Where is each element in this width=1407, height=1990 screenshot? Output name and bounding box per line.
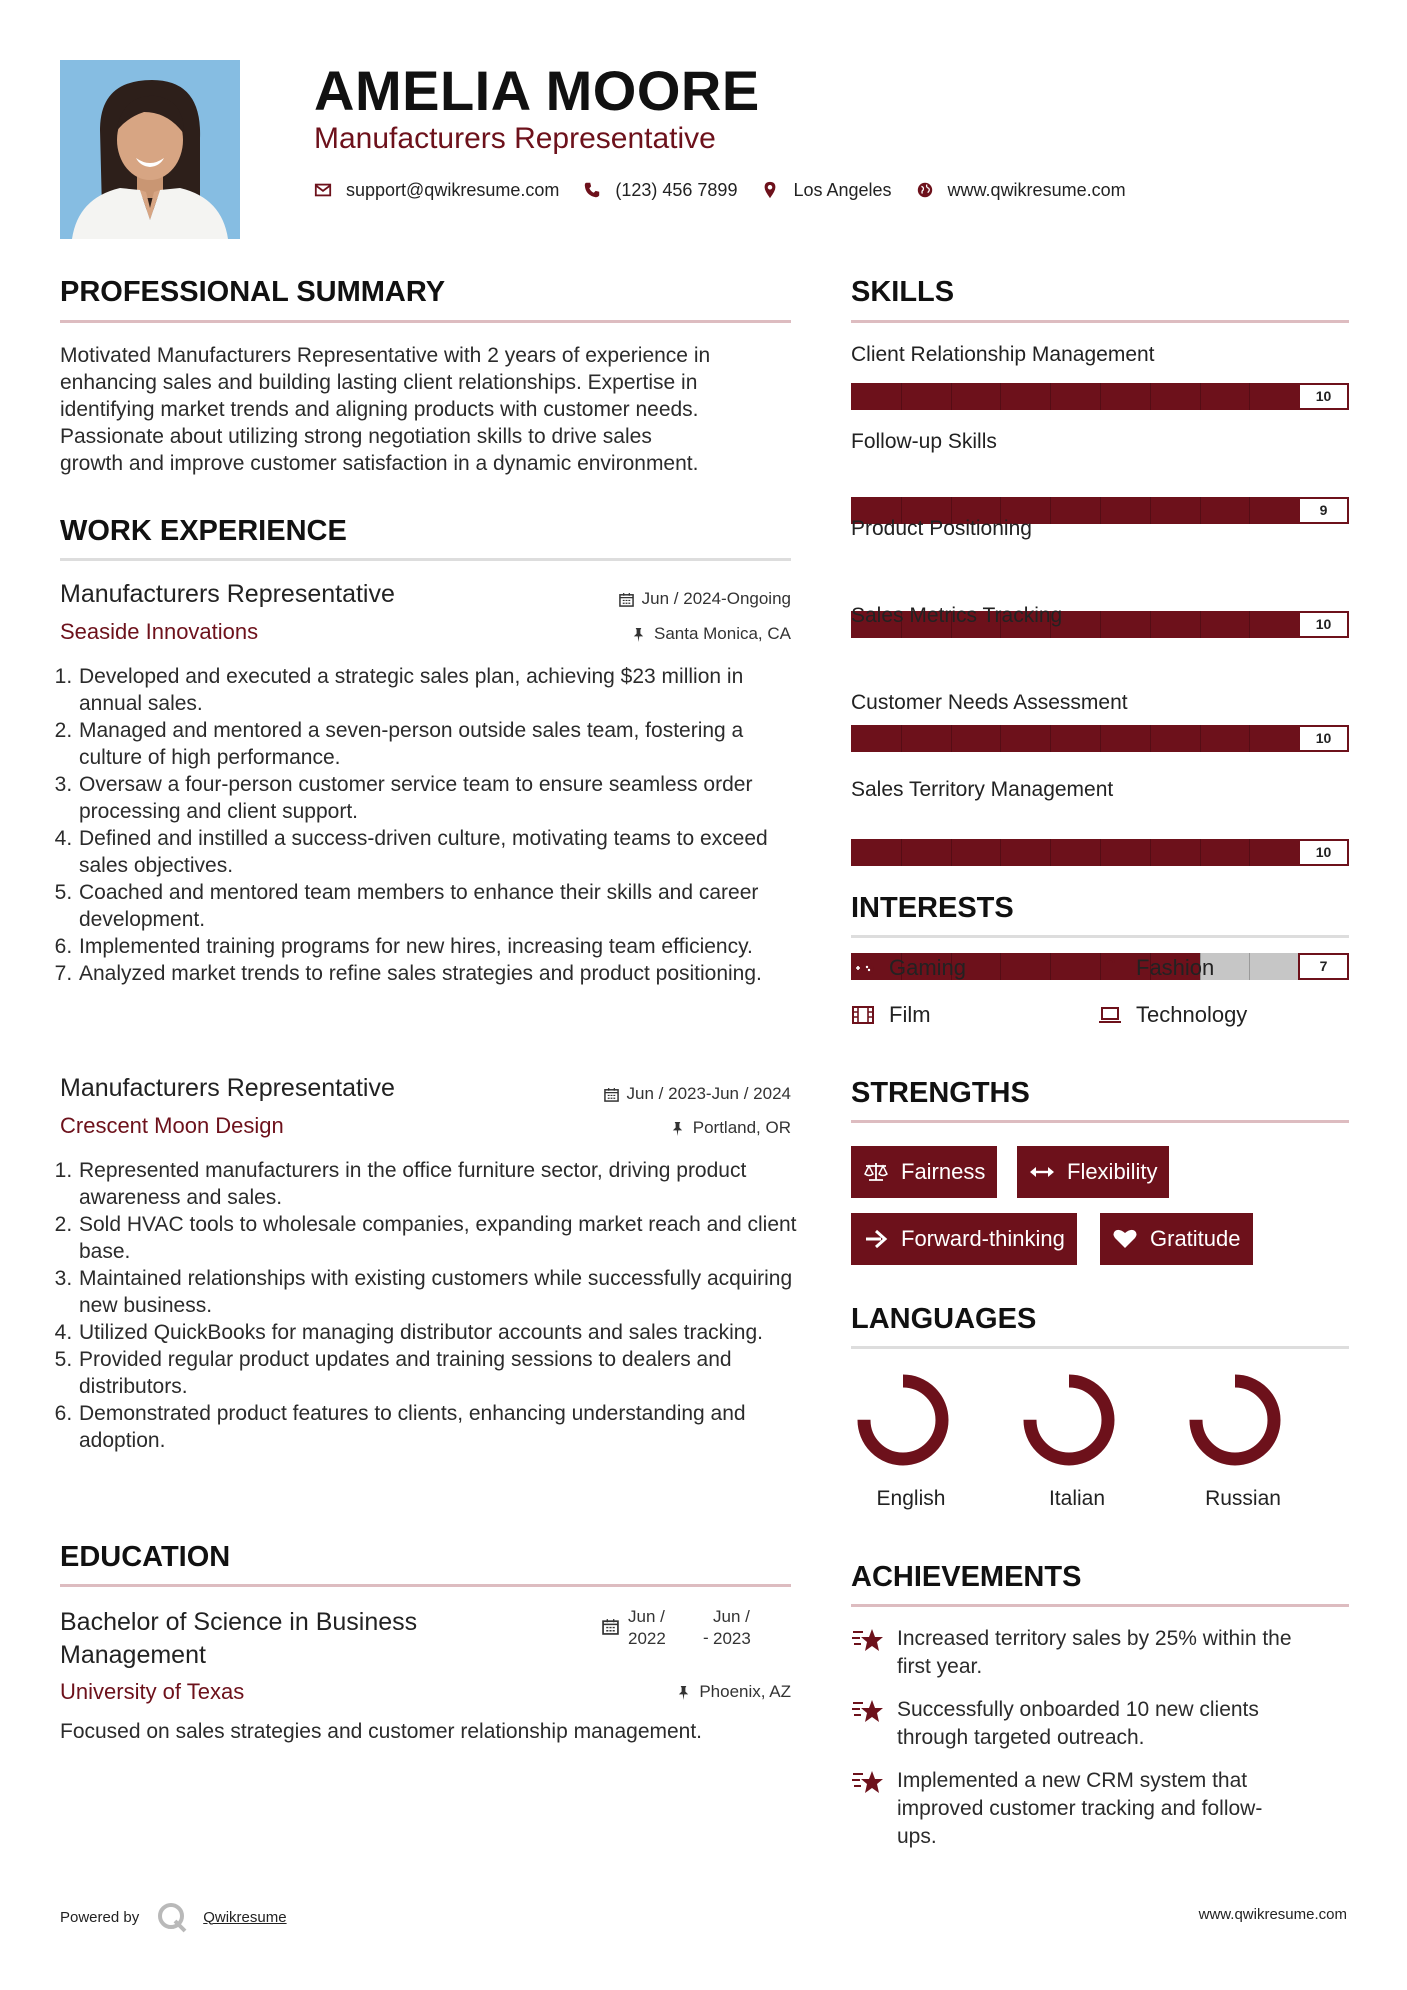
- achievement-line: Implemented a new CRM system that: [897, 1769, 1248, 1792]
- language-label: Italian: [1048, 1487, 1106, 1510]
- strength-label: Forward-thinking: [901, 1226, 1065, 1251]
- skill-bar-segment-divider: [1200, 497, 1201, 524]
- job-date-text: Jun / 2024-Ongoing: [641, 589, 791, 608]
- list-item: 1. Represented manufacturers in the office furniture sector, driving product awareness and sales.: [78, 1157, 808, 1211]
- skill-bar-segment-divider: [1100, 383, 1101, 410]
- interest-item: [851, 955, 966, 981]
- contact-email-text: support@qwikresume.com: [346, 179, 560, 200]
- contact-location: [761, 180, 891, 201]
- achievements-heading: ACHIEVEMENTS: [851, 1561, 1082, 1593]
- interest-label: Gaming: [889, 955, 967, 980]
- gamepad-icon: [851, 958, 875, 978]
- skill-bar-segment-divider: [901, 725, 902, 752]
- achievement-line: through targeted outreach.: [897, 1726, 1145, 1749]
- pushpin-icon: [631, 627, 646, 642]
- skill-bar-segment-divider: [901, 839, 902, 866]
- skill-bar-segment-divider: [1200, 725, 1201, 752]
- edu-end-date: [713, 1606, 751, 1650]
- arrow-right-icon: [863, 1228, 889, 1250]
- skill-bar-segment-divider: [1150, 497, 1151, 524]
- job-location: [670, 1118, 791, 1138]
- contact-website[interactable]: [916, 180, 1126, 201]
- language-ring: [1019, 1370, 1119, 1470]
- education-heading: EDUCATION: [60, 1541, 231, 1573]
- skill-score-badge: 9: [1298, 497, 1349, 524]
- calendar-icon: [619, 592, 634, 607]
- skill-score-badge: 10: [1298, 611, 1349, 638]
- map-marker-icon: [761, 181, 779, 199]
- skill-bar-segment-divider: [1100, 497, 1101, 524]
- skill-bar: [851, 725, 1349, 752]
- arrows-horizontal-icon: [1029, 1161, 1055, 1183]
- edu-end-month: Jun /: [713, 1607, 750, 1626]
- footer-powered-by: [60, 1900, 287, 1934]
- candidate-role: Manufacturers Representative: [314, 122, 716, 155]
- experience-heading: WORK EXPERIENCE: [60, 515, 347, 547]
- skill-score-badge: 10: [1298, 383, 1349, 410]
- skill-bar-segment-divider: [1249, 725, 1250, 752]
- skill-bar-segment-divider: [1150, 611, 1151, 638]
- calendar-icon: [602, 1618, 619, 1635]
- strength-label: Gratitude: [1150, 1226, 1241, 1251]
- pushpin-icon: [670, 1121, 685, 1136]
- job-location-text: Portland, OR: [692, 1118, 791, 1137]
- skill-label: Product Positioning: [851, 517, 1032, 540]
- school-location: [676, 1682, 791, 1702]
- candidate-name: AMELIA MOORE: [314, 59, 760, 122]
- skill-score-badge: 10: [1298, 839, 1349, 866]
- language-ring: [1185, 1370, 1285, 1470]
- skill-bar-segment-divider: [1150, 383, 1151, 410]
- interest-item: [851, 1002, 931, 1028]
- calendar-icon: [604, 1087, 619, 1102]
- edu-start-year: 2022: [628, 1629, 666, 1648]
- achievements-rule: [851, 1604, 1349, 1607]
- achievement-item: [851, 1696, 1351, 1752]
- edu-end-year: 2023: [713, 1629, 751, 1648]
- summary-line: growth and improve customer satisfaction in a dynamic environment.: [60, 452, 699, 475]
- list-item: 6. Demonstrated product features to clients, enhancing understanding and adoption.: [78, 1400, 808, 1454]
- job-title: Manufacturers Representative: [60, 580, 395, 608]
- achievement-item: [851, 1625, 1351, 1681]
- list-item: 2. Sold HVAC tools to wholesale companies, expanding market reach and client base.: [78, 1211, 808, 1265]
- strengths-heading: STRENGTHS: [851, 1077, 1030, 1109]
- achievement-line: Successfully onboarded 10 new clients: [897, 1698, 1259, 1721]
- profile-photo: [60, 60, 240, 239]
- strength-chip: [851, 1146, 997, 1198]
- skill-bar-segment-divider: [1150, 839, 1151, 866]
- interest-label: Technology: [1136, 1002, 1248, 1027]
- skill-bar-segment-divider: [1150, 725, 1151, 752]
- skill-bar-segment-divider: [951, 725, 952, 752]
- language-ring: [853, 1370, 953, 1470]
- degree-line: Management: [60, 1641, 206, 1669]
- interests-heading: INTERESTS: [851, 892, 1014, 924]
- achievement-text: [897, 1767, 1262, 1851]
- list-item: 5. Coached and mentored team members to enhance their skills and career development.: [78, 879, 798, 933]
- achievement-line: Increased territory sales by 25% within the: [897, 1627, 1292, 1650]
- list-item: 4. Utilized QuickBooks for managing distributor accounts and sales tracking.: [78, 1319, 808, 1346]
- contact-bar: [314, 177, 1150, 203]
- achievement-text: [897, 1696, 1259, 1752]
- job-date: [604, 1084, 791, 1104]
- job-location: [631, 624, 791, 644]
- heart-icon: [1112, 1228, 1138, 1250]
- skill-bar-segment-divider: [901, 383, 902, 410]
- achievement-line: improved customer tracking and follow-: [897, 1797, 1263, 1820]
- education-rule: [60, 1584, 791, 1587]
- interest-label: Fashion: [1136, 955, 1215, 980]
- skill-bar: [851, 383, 1349, 410]
- skill-bar-segment-divider: [951, 383, 952, 410]
- list-item: 6. Implemented training programs for new hires, increasing team efficiency.: [78, 933, 798, 960]
- summary-line: enhancing sales and building lasting client relationships. Expertise in: [60, 371, 698, 394]
- skill-bar-segment-divider: [1100, 839, 1101, 866]
- edu-date-dash: -: [703, 1628, 709, 1647]
- list-item: 2. Managed and mentored a seven-person outside sales team, fostering a culture of high performance.: [78, 717, 798, 771]
- contact-email[interactable]: [314, 180, 559, 201]
- school-name: University of Texas: [60, 1679, 245, 1704]
- achievement-line: first year.: [897, 1655, 983, 1678]
- achievement-text: [897, 1625, 1292, 1681]
- shopping-bag-icon: [1098, 958, 1122, 978]
- summary-heading: PROFESSIONAL SUMMARY: [60, 276, 446, 308]
- school-location-text: Phoenix, AZ: [699, 1682, 791, 1701]
- strength-label: Fairness: [901, 1159, 986, 1184]
- skill-bar-segment-divider: [1000, 383, 1001, 410]
- language-label: Russian: [1205, 1487, 1281, 1510]
- job-company: Seaside Innovations: [60, 619, 259, 644]
- skill-label: Sales Territory Management: [851, 778, 1114, 801]
- achievement-line: ups.: [897, 1825, 937, 1848]
- edu-start-month: Jun /: [628, 1607, 665, 1626]
- contact-phone[interactable]: [583, 180, 737, 201]
- languages-heading: LANGUAGES: [851, 1303, 1037, 1335]
- edu-start-date: [628, 1606, 666, 1650]
- job-date: [619, 589, 791, 609]
- list-item: 5. Provided regular product updates and training sessions to dealers and distributors.: [78, 1346, 808, 1400]
- list-item: 7. Analyzed market trends to refine sales strategies and product positioning.: [78, 960, 798, 987]
- degree-line: Bachelor of Science in Business: [60, 1608, 418, 1636]
- contact-phone-text: (123) 456 7899: [615, 179, 738, 200]
- skill-bar-segment-divider: [1000, 953, 1001, 980]
- summary-line: Motivated Manufacturers Representative with 2 years of experience in: [60, 344, 711, 367]
- list-item: 1. Developed and executed a strategic sales plan, achieving $23 million in annual sales.: [78, 663, 798, 717]
- skill-bar-segment-divider: [1249, 383, 1250, 410]
- job-company: Crescent Moon Design: [60, 1113, 284, 1138]
- avatar: [60, 60, 240, 239]
- pushpin-icon: [676, 1685, 691, 1700]
- language-label: English: [876, 1487, 946, 1510]
- skill-bar-segment-divider: [1200, 383, 1201, 410]
- skill-bar-segment-divider: [1050, 725, 1051, 752]
- strength-chip: [851, 1213, 1077, 1265]
- qwikresume-link[interactable]: Qwikresume: [203, 1908, 287, 1926]
- skill-score-badge: 7: [1298, 953, 1349, 980]
- summary-text: [60, 342, 800, 477]
- interests-rule: [851, 935, 1349, 938]
- interest-label: Film: [889, 1002, 931, 1027]
- skill-label: Follow-up Skills: [851, 430, 997, 453]
- list-item: 3. Maintained relationships with existing customers while successfully acquiring new business.: [78, 1265, 808, 1319]
- globe-icon: [916, 181, 934, 199]
- summary-line: Passionate about utilizing strong negotiation skills to drive sales: [60, 425, 652, 448]
- strength-label: Flexibility: [1067, 1159, 1158, 1184]
- education-description: Focused on sales strategies and customer relationship management.: [60, 1720, 703, 1743]
- skill-label: Client Relationship Management: [851, 343, 1155, 366]
- skill-bar-segment-divider: [1100, 725, 1101, 752]
- skill-bar-segment-divider: [1050, 953, 1051, 980]
- degree-title: [60, 1606, 417, 1672]
- skill-bar-segment-divider: [1000, 725, 1001, 752]
- skill-bar-segment-divider: [1249, 839, 1250, 866]
- interest-item: [1098, 955, 1214, 981]
- achievement-item: [851, 1767, 1351, 1851]
- skill-bar-segment-divider: [1200, 839, 1201, 866]
- skills-rule: [851, 320, 1349, 323]
- skill-label: Customer Needs Assessment: [851, 691, 1128, 714]
- skill-bar-segment-divider: [1249, 953, 1250, 980]
- skill-bar-segment-divider: [1050, 383, 1051, 410]
- interest-item: [1098, 1002, 1247, 1028]
- skill-bar-segment-divider: [1100, 611, 1101, 638]
- strength-chip: [1100, 1213, 1253, 1265]
- skill-bar: [851, 839, 1349, 866]
- skill-bar-segment-divider: [1249, 611, 1250, 638]
- phone-icon: [583, 181, 601, 199]
- summary-line: identifying market trends and aligning products with customer needs.: [60, 398, 699, 421]
- contact-location-text: Los Angeles: [793, 179, 892, 200]
- languages-rule: [851, 1346, 1349, 1349]
- job-duties: [60, 1157, 808, 1454]
- list-item: 3. Oversaw a four-person customer service team to ensure seamless order processing and client support.: [78, 771, 798, 825]
- shooting-star-icon: [851, 1768, 885, 1796]
- film-icon: [851, 1005, 875, 1025]
- skill-label: Sales Metrics Tracking: [851, 604, 1063, 627]
- qwikresume-logo-icon: [155, 1900, 189, 1934]
- experience-rule: [60, 558, 791, 561]
- skill-score-badge: 10: [1298, 725, 1349, 752]
- shooting-star-icon: [851, 1697, 885, 1725]
- skill-bar-segment-divider: [1249, 497, 1250, 524]
- job-location-text: Santa Monica, CA: [653, 624, 791, 643]
- shooting-star-icon: [851, 1626, 885, 1654]
- skill-bar-segment-divider: [1000, 839, 1001, 866]
- envelope-icon: [314, 181, 332, 199]
- balance-scale-icon: [863, 1161, 889, 1183]
- list-item: 4. Defined and instilled a success-driven culture, motivating teams to exceed sales objectives.: [78, 825, 798, 879]
- skill-bar-segment-divider: [951, 839, 952, 866]
- skill-bar-segment-divider: [1050, 497, 1051, 524]
- footer-website[interactable]: www.qwikresume.com: [1198, 1906, 1347, 1923]
- skill-bar-segment-divider: [1050, 839, 1051, 866]
- strength-chip: [1017, 1146, 1169, 1198]
- laptop-icon: [1098, 1005, 1122, 1025]
- powered-by-label: Powered by: [60, 1908, 140, 1926]
- strengths-rule: [851, 1120, 1349, 1123]
- skills-heading: SKILLS: [851, 276, 955, 308]
- contact-website-text: www.qwikresume.com: [947, 179, 1126, 200]
- job-duties: [60, 663, 798, 987]
- job-title: Manufacturers Representative: [60, 1074, 395, 1102]
- summary-rule: [60, 320, 791, 323]
- skill-bar-segment-divider: [1200, 611, 1201, 638]
- job-date-text: Jun / 2023-Jun / 2024: [626, 1084, 791, 1103]
